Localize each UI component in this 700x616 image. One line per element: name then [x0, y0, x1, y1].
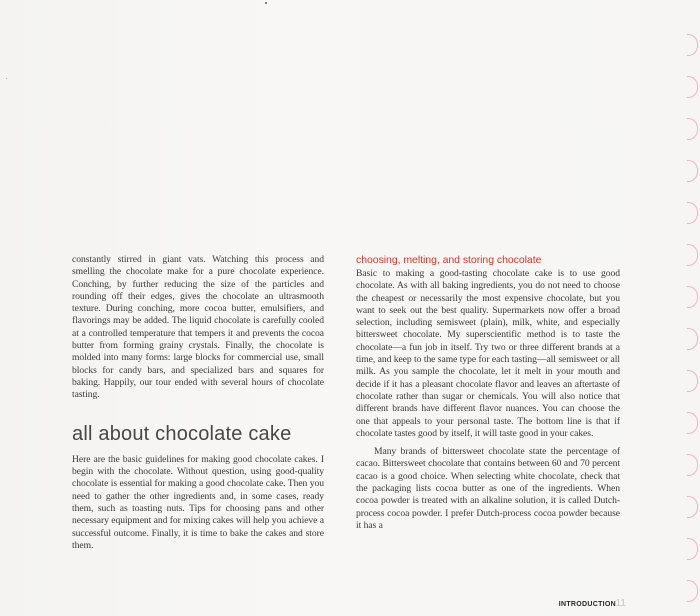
page-number: 11	[615, 598, 626, 609]
continued-paragraph: constantly stirred in giant vats. Watching this process and smelling the chocolate make for a pure chocolate experience. Conching, by further reducing the size of the particles and rounding off their edges, gives the chocolate an ultrasmooth texture. During conching, more cocoa butter, emulsifiers, and flavorings may be added. The liquid chocolate is carefully cooled at a controlled temperature that tempers it and prevents the cocoa butter from forming grainy crystals. Finally, the chocolate is molded into many forms: large blocks for commercial use, small blocks for candy bars, and specialized bars and squares for baking. Happily, our tour ended with several hours of chocolate tasting.	[72, 254, 324, 401]
binding-ring	[687, 244, 698, 266]
binding-ring	[687, 118, 698, 140]
binding-ring	[687, 76, 698, 98]
subsection-heading: choosing, melting, and storing chocolate	[356, 254, 542, 266]
binding-ring	[687, 328, 698, 350]
binding-ring	[687, 412, 698, 434]
binding-ring	[687, 34, 698, 56]
binding-ring	[687, 370, 698, 392]
section-heading: all about chocolate cake	[72, 422, 292, 445]
binding-ring	[687, 454, 698, 476]
section-intro-paragraph: Here are the basic guidelines for making good chocolate cakes. I begin with the chocolate. Without question, using good-quality chocolate is essential for making a good chocolate cake. Then you need to gather the other ingredients and, in some cases, ready them, such as toasting nuts. Tips for choosing pans and other necessary equipment and for mixing cakes will help you achieve a successful outcome. Finally, it is time to bake the cakes and store them.	[72, 453, 324, 551]
binding-ring	[687, 202, 698, 224]
spiral-binding	[684, 0, 700, 616]
binding-ring	[687, 538, 698, 560]
binding-ring	[687, 580, 698, 602]
right-column	[356, 254, 620, 532]
binding-ring	[687, 496, 698, 518]
binding-ring	[687, 160, 698, 182]
dust-speck	[265, 2, 267, 4]
running-head: INTRODUCTION	[558, 601, 616, 608]
left-column	[72, 254, 324, 552]
dust-speck	[6, 78, 7, 79]
body-paragraph-2: Many brands of bittersweet chocolate state the percentage of cacao. Bittersweet chocolate that contains between 60 and 70 percent cacao is a good choice. When selecting white chocolate, check that the packaging lists cocoa butter as one of the ingredients. When cocoa powder is treated with an alkaline solution, it is called Dutch-process cocoa powder. I prefer Dutch-process cocoa powder because it has a	[356, 446, 620, 531]
binding-ring	[687, 286, 698, 308]
body-paragraph-1: Basic to making a good-tasting chocolate cake is to use good chocolate. As with all baking ingredients, you do not need to choose the cheapest or necessarily the most expensive chocolate, but you want to seek out the best quality. Supermarkets now offer a broad selection, including semisweet (plain), milk, white, and especially bittersweet chocolate. My superscientific method is to taste the chocolate—a fun job in itself. Try two or three different brands at a time, and keep to the same type for each tasting—all semisweet or all milk. As you sample the chocolate, let it melt in your mouth and decide if it has a pleasant chocolate flavor and leaves an aftertaste of chocolate rather than sugar or chemicals. You will also notice that different brands have different flavor nuances. You can choose the one that appeals to your personal taste. The bottom line is that if chocolate tastes good by itself, it will taste good in your cakes.	[356, 268, 620, 439]
